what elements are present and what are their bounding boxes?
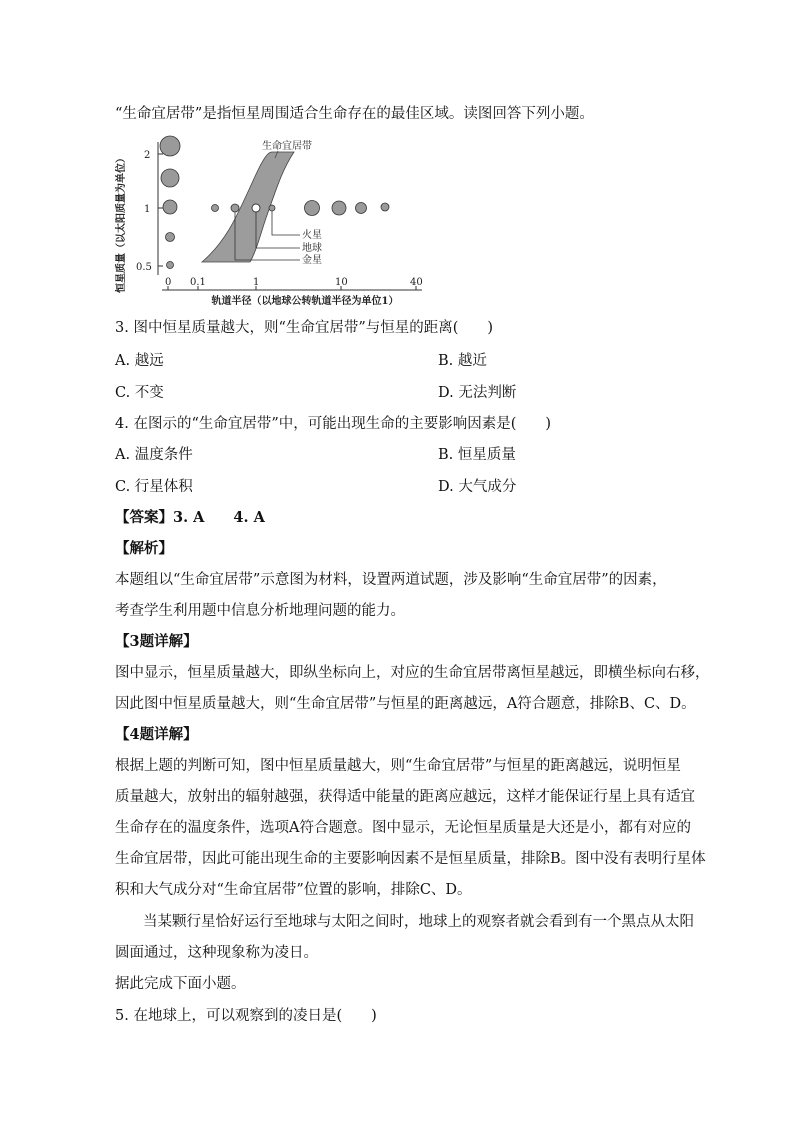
- earth-circle: [252, 204, 260, 212]
- planet-circle: [356, 203, 367, 214]
- analysis-line: 考查学生利用题中信息分析地理问题的能力。: [115, 603, 405, 619]
- x-axis-label: 轨道半径（以地球公转轨道半径为单位1）: [211, 296, 399, 307]
- y-tick-label: 0.5: [136, 262, 152, 273]
- q3-option-c[interactable]: C. 不变: [115, 385, 164, 401]
- q4-option-b[interactable]: B. 恒星质量: [438, 447, 516, 463]
- q4-stem: 4. 在图示的“生命宜居带”中，可能出现生命的主要影响因素是( ): [115, 416, 552, 432]
- x-tick-label: 0.1: [190, 277, 206, 288]
- mars-label: 火星: [302, 230, 322, 241]
- answer-line: 【答案】3. A 4. A: [115, 509, 265, 526]
- y-axis-label: 恒星质量（以太阳质量为单位）: [116, 153, 127, 293]
- detail4-heading: 【4题详解】: [115, 726, 198, 743]
- mars-circle: [269, 205, 275, 211]
- planet-circle: [212, 205, 219, 212]
- q3-option-a[interactable]: A. 越远: [115, 353, 164, 369]
- star-circle: [160, 136, 180, 156]
- earth-label: 地球: [302, 243, 322, 254]
- venus-circle: [231, 204, 239, 212]
- star-circle: [161, 169, 179, 187]
- q4-option-d[interactable]: D. 大气成分: [438, 479, 517, 495]
- detail4-line: 生命存在的温度条件，选项A符合题意。图中显示，无论恒星质量是大还是小，都有对应的: [115, 820, 691, 836]
- analysis-line: 本题组以“生命宜居带”示意图为材料，设置两道试题，涉及影响“生命宜居带”的因素，: [115, 572, 667, 588]
- venus-label: 金星: [302, 255, 322, 266]
- band-label: 生命宜居带: [262, 141, 312, 152]
- planet-circle: [332, 201, 346, 215]
- star-circle: [167, 262, 174, 269]
- detail4-line: 根据上题的判断可知，图中恒星质量越大，则“生命宜居带”与恒星的距离越远，说明恒星: [115, 758, 681, 774]
- analysis-heading: 【解析】: [115, 540, 173, 557]
- q3-stem: 3. 图中恒星质量越大，则“生命宜居带”与恒星的距离( ): [115, 320, 494, 336]
- star-circle: [166, 233, 175, 242]
- x-tick-label: 0: [165, 277, 172, 288]
- detail4-line: 积和大气成分对“生命宜居带”位置的影响，排除C、D。: [115, 882, 472, 898]
- passage-line: 圆面通过，这种现象称为凌日。: [115, 945, 318, 961]
- detail3-line: 因此图中恒星质量越大，则“生命宜居带”与恒星的距离越远，A符合题意，排除B、C、D。: [115, 696, 696, 712]
- q3-option-d[interactable]: D. 无法判断: [438, 385, 517, 401]
- q4-option-c[interactable]: C. 行星体积: [115, 479, 193, 495]
- planet-circle: [305, 201, 320, 216]
- star-circle: [163, 200, 177, 214]
- planet-circle: [381, 203, 389, 211]
- q4-option-a[interactable]: A. 温度条件: [115, 447, 193, 463]
- x-tick-label: 40: [410, 277, 423, 288]
- detail4-line: 质量越大，放射出的辐射越强，获得适中能量的距离应越远，这样才能保证行星上具有适宜: [115, 789, 695, 805]
- mars-leader: [272, 211, 300, 235]
- y-tick-label: 1: [144, 204, 151, 215]
- q3-option-b[interactable]: B. 越近: [438, 353, 487, 369]
- passage-line: 当某颗行星恰好运行至地球与太阳之间时，地球上的观察者就会看到有一个黑点从太阳: [143, 914, 694, 930]
- detail4-line: 生命宜居带，因此可能出现生命的主要影响因素不是恒星质量，排除B。图中没有表明行星体: [115, 851, 706, 867]
- q5-stem: 5. 在地球上，可以观察到的凌日是( ): [115, 1008, 377, 1024]
- detail3-line: 图中显示，恒星质量越大，即纵坐标向上，对应的生命宜居带离恒星越远，即横坐标向右移，: [115, 665, 710, 681]
- prompt-line: 据此完成下面小题。: [115, 976, 246, 992]
- y-tick-label: 2: [144, 150, 151, 161]
- habitable-zone-figure: [110, 128, 440, 314]
- detail3-heading: 【3题详解】: [115, 633, 198, 650]
- x-tick-label: 10: [335, 277, 348, 288]
- x-tick-label: 1: [253, 277, 260, 288]
- intro-text: “生命宜居带”是指恒星周围适合生命存在的最佳区域。读图回答下列小题。: [115, 106, 594, 122]
